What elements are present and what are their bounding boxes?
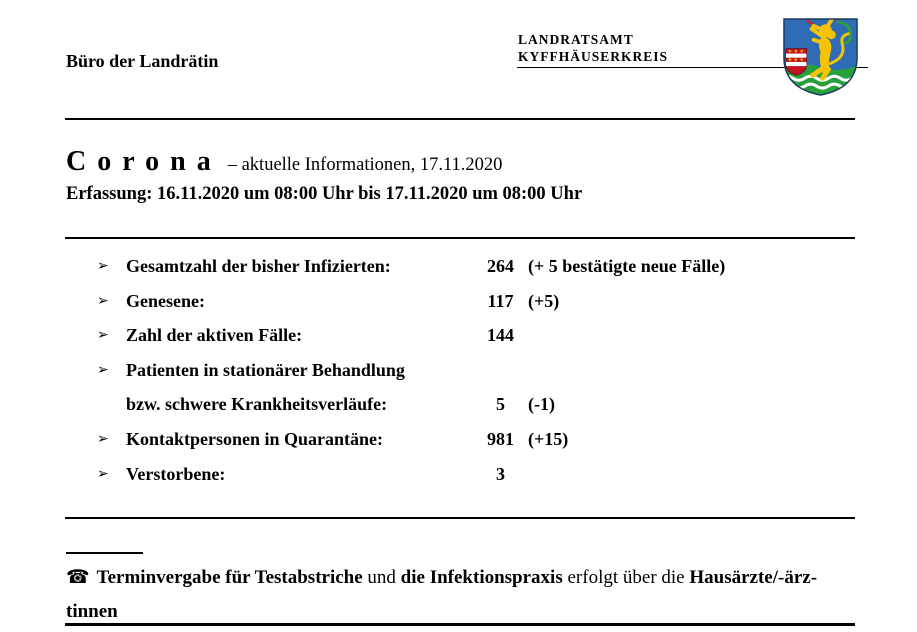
office-title: Büro der Landrätin xyxy=(66,51,219,71)
coat-of-arms-icon xyxy=(781,16,860,102)
bullet-arrow-icon: ➢ xyxy=(97,258,109,274)
bullet-arrow-icon: ➢ xyxy=(97,430,109,447)
telephone-icon: ☎ xyxy=(66,566,90,588)
stat-value: 264 xyxy=(487,256,514,276)
footer-note xyxy=(66,560,896,629)
page-bottom-rule xyxy=(65,623,855,626)
stat-row xyxy=(97,457,867,492)
org-name xyxy=(518,31,668,65)
bullet-arrow-icon: ➢ xyxy=(97,465,109,482)
page-subtitle: – aktuelle Informationen, 17.11.2020 xyxy=(227,155,503,175)
stat-row xyxy=(97,284,867,319)
stat-row xyxy=(97,422,867,457)
footer-segment: Terminvergabe für Testabstriche xyxy=(96,567,363,588)
stat-delta: (+ 5 bestätigte neue Fälle) xyxy=(528,256,726,276)
org-name-line2: KYFFHÄUSERKREIS xyxy=(518,49,669,64)
footer-segment: und xyxy=(362,567,401,588)
page-title: C o r o n a xyxy=(66,146,213,177)
inescutcheon-stripe-2 xyxy=(786,62,807,66)
bullet-arrow-icon: ➢ xyxy=(97,327,109,344)
coat-of-arms-svg xyxy=(781,16,860,97)
bullet-arrow-icon: ➢ xyxy=(97,292,109,309)
footer-segment: tinnen xyxy=(66,601,118,622)
stat-label: Kontaktpersonen in Quarantäne: xyxy=(126,428,384,449)
stat-label: Genesene: xyxy=(126,290,205,311)
reporting-period: Erfassung: 16.11.2020 um 08:00 Uhr bis 17.11.2020 um 08:00 Uhr xyxy=(66,184,583,204)
footer-segments xyxy=(66,567,817,622)
stat-value: 117 xyxy=(487,290,514,311)
stat-row xyxy=(97,318,867,353)
stat-label: Gesamtzahl der bisher Infizierten: xyxy=(126,256,391,276)
footer-segment: die Infektionspraxis xyxy=(400,567,563,588)
inescutcheon-stripe-1 xyxy=(786,54,807,58)
inescutcheon xyxy=(786,49,807,76)
stat-row xyxy=(97,249,867,284)
stats-bottom-divider xyxy=(65,517,855,519)
stat-value: 981 xyxy=(487,428,514,449)
stat-row xyxy=(97,353,867,422)
stat-value: 3 xyxy=(496,463,505,484)
stat-label: Verstorbene: xyxy=(126,463,226,484)
header-divider xyxy=(65,118,855,120)
stat-value: 144 xyxy=(487,325,514,346)
footer-segment: Hausärzte/-ärz- xyxy=(689,567,818,588)
title-line xyxy=(66,146,502,178)
stat-label: Zahl der aktiven Fälle: xyxy=(126,325,303,346)
bullet-arrow-icon: ➢ xyxy=(97,361,109,378)
stats-list xyxy=(97,249,867,491)
footer-segment: erfolgt über die xyxy=(562,567,690,588)
lion-mane xyxy=(827,30,836,39)
stat-delta: (+5) xyxy=(528,290,560,311)
stat-delta: (+15) xyxy=(528,428,569,449)
footnote-divider xyxy=(66,552,143,554)
stat-value: 5 xyxy=(496,394,505,415)
org-name-line1: LANDRATSAMT xyxy=(518,32,634,47)
stat-label: Patienten in stationärer Behandlung bzw. schwere Krankheitsverläufe: xyxy=(126,359,405,415)
stats-top-divider xyxy=(65,237,855,239)
stat-delta: (-1) xyxy=(528,394,555,415)
